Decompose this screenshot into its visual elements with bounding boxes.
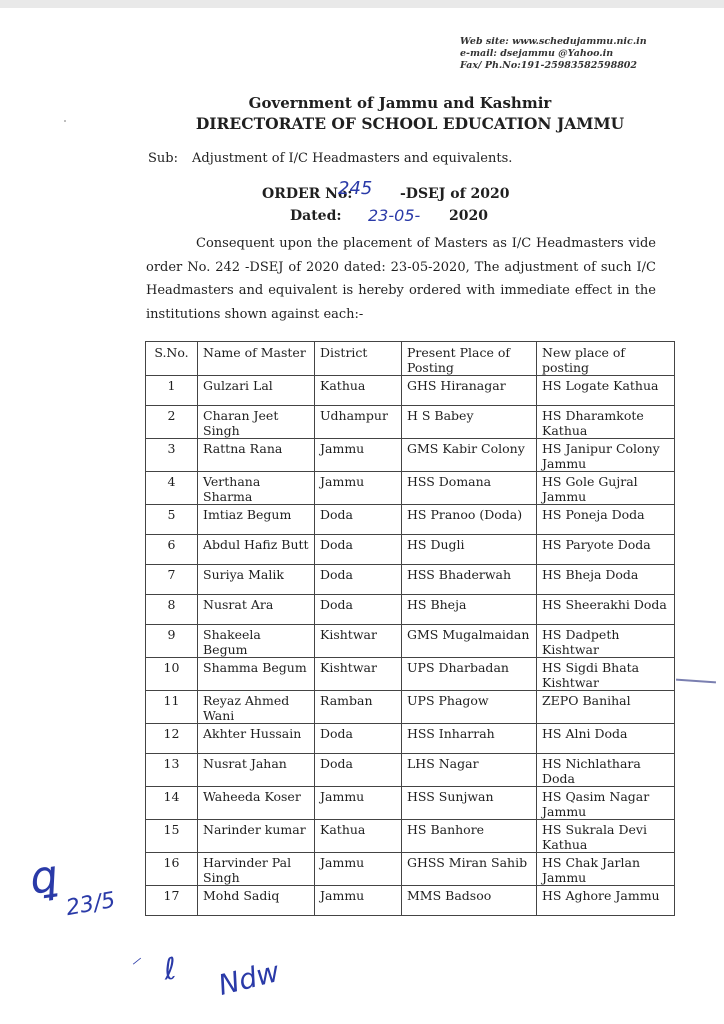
- cell-district: Jammu: [315, 853, 402, 886]
- cell-district: Doda: [315, 724, 402, 754]
- cell-name: Suriya Malik: [198, 565, 315, 595]
- order-body-paragraph: Consequent upon the placement of Masters as I/C Headmasters vide order No. 242 -DSEJ of 2020 dated: 23-05-2020, The adjustment of such I/C Headmasters and equivalent is hereby ordered with immediate effect in the institutions shown against each:-: [146, 236, 656, 322]
- cell-present-place: HSS Domana: [402, 472, 537, 505]
- cell-district: Doda: [315, 754, 402, 787]
- cell-present-place: LHS Nagar: [402, 754, 537, 787]
- cell-name: Harvinder Pal Singh: [198, 853, 315, 886]
- signature-date-mark: 23/5: [64, 887, 118, 922]
- cell-new-place: HS Nichlathara Doda: [537, 754, 675, 787]
- cell-present-place: HSS Bhaderwah: [402, 565, 537, 595]
- table-row: [146, 853, 675, 886]
- cell-present-place: HSS Inharrah: [402, 724, 537, 754]
- order-date-row: [262, 205, 488, 227]
- cell-new-place: HS Bheja Doda: [537, 565, 675, 595]
- table-row: [146, 406, 675, 439]
- cell-district: Kishtwar: [315, 625, 402, 658]
- cell-present-place: HS Bheja: [402, 595, 537, 625]
- cell-sno: 6: [146, 535, 198, 565]
- table-row: [146, 595, 675, 625]
- cell-new-place: HS Sheerakhi Doda: [537, 595, 675, 625]
- header-district: District: [315, 342, 402, 376]
- cell-new-place: HS Qasim Nagar Jammu: [537, 787, 675, 820]
- order-date-handwritten: 23-05-: [368, 206, 421, 225]
- cell-sno: 3: [146, 439, 198, 472]
- cell-name: Gulzari Lal: [198, 376, 315, 406]
- cell-district: Doda: [315, 565, 402, 595]
- cell-sno: 7: [146, 565, 198, 595]
- cell-district: Kathua: [315, 376, 402, 406]
- cell-present-place: GMS Mugalmaidan: [402, 625, 537, 658]
- cell-name: Akhter Hussain: [198, 724, 315, 754]
- cell-sno: 5: [146, 505, 198, 535]
- cell-name: Charan Jeet Singh: [198, 406, 315, 439]
- government-title: Government of Jammu and Kashmir: [248, 94, 552, 112]
- cell-sno: 12: [146, 724, 198, 754]
- cell-new-place: HS Alni Doda: [537, 724, 675, 754]
- table-row: [146, 472, 675, 505]
- table-row: [146, 886, 675, 916]
- cell-present-place: MMS Badsoo: [402, 886, 537, 916]
- cell-new-place: ZEPO Banihal: [537, 691, 675, 724]
- cell-sno: 11: [146, 691, 198, 724]
- cell-name: Shakeela Begum: [198, 625, 315, 658]
- cell-new-place: HS Dadpeth Kishtwar: [537, 625, 675, 658]
- cell-name: Abdul Hafiz Butt: [198, 535, 315, 565]
- cell-district: Ramban: [315, 691, 402, 724]
- cell-name: Imtiaz Begum: [198, 505, 315, 535]
- posting-table: [145, 341, 675, 916]
- signature-initial-a: ℓ: [162, 951, 179, 988]
- order-number-row: [262, 178, 510, 205]
- cell-sno: 9: [146, 625, 198, 658]
- subject-line: [148, 151, 512, 166]
- cell-new-place: HS Paryote Doda: [537, 535, 675, 565]
- cell-district: Doda: [315, 595, 402, 625]
- table-body: [146, 376, 675, 916]
- order-block: [262, 178, 510, 227]
- cell-new-place: HS Logate Kathua: [537, 376, 675, 406]
- fax-line: Fax/ Ph.No:191-25983582598802: [460, 60, 638, 71]
- cell-sno: 15: [146, 820, 198, 853]
- subject-label: Sub:: [148, 151, 178, 166]
- table-row: [146, 535, 675, 565]
- cell-present-place: GHSS Miran Sahib: [402, 853, 537, 886]
- cell-district: Jammu: [315, 439, 402, 472]
- pen-stroke: [676, 679, 716, 684]
- cell-district: Jammu: [315, 472, 402, 505]
- order-date-label: Dated:: [290, 208, 342, 224]
- cell-new-place: HS Dharamkote Kathua: [537, 406, 675, 439]
- cell-present-place: HS Dugli: [402, 535, 537, 565]
- cell-name: Waheeda Koser: [198, 787, 315, 820]
- order-date-suffix: 2020: [449, 208, 488, 224]
- cell-new-place: HS Janipur Colony Jammu: [537, 439, 675, 472]
- cell-present-place: HS Banhore: [402, 820, 537, 853]
- cell-sno: 1: [146, 376, 198, 406]
- table-header-row: [146, 342, 675, 376]
- website-line: Web site: www.schedujammu.nic.in: [460, 36, 647, 47]
- header-new-place: New place of posting: [537, 342, 675, 376]
- signature-mark-large: ꝗ: [26, 850, 62, 905]
- table-row: [146, 565, 675, 595]
- cell-present-place: UPS Dharbadan: [402, 658, 537, 691]
- table-row: [146, 439, 675, 472]
- cell-present-place: HSS Sunjwan: [402, 787, 537, 820]
- cell-name: Nusrat Jahan: [198, 754, 315, 787]
- cell-new-place: HS Poneja Doda: [537, 505, 675, 535]
- table-row: [146, 658, 675, 691]
- cell-name: Verthana Sharma: [198, 472, 315, 505]
- email-line: e-mail: dsejammu @Yahoo.in: [460, 48, 614, 59]
- cell-sno: 2: [146, 406, 198, 439]
- cell-sno: 14: [146, 787, 198, 820]
- cell-sno: 8: [146, 595, 198, 625]
- cell-name: Mohd Sadiq: [198, 886, 315, 916]
- table-row: [146, 820, 675, 853]
- subject-text: Adjustment of I/C Headmasters and equivalents.: [192, 151, 513, 166]
- table-row: [146, 724, 675, 754]
- table-row: [146, 787, 675, 820]
- table-row: [146, 691, 675, 724]
- cell-new-place: HS Chak Jarlan Jammu: [537, 853, 675, 886]
- cell-new-place: HS Sukrala Devi Kathua: [537, 820, 675, 853]
- table-row: [146, 505, 675, 535]
- cell-sno: 4: [146, 472, 198, 505]
- order-number-handwritten: 245: [338, 178, 373, 199]
- header-present-place: Present Place of Posting: [402, 342, 537, 376]
- cell-name: Narinder kumar: [198, 820, 315, 853]
- signature-tick: ⸝: [132, 947, 141, 968]
- cell-sno: 17: [146, 886, 198, 916]
- cell-district: Doda: [315, 535, 402, 565]
- header-name: Name of Master: [198, 342, 315, 376]
- cell-district: Doda: [315, 505, 402, 535]
- cell-new-place: HS Gole Gujral Jammu: [537, 472, 675, 505]
- cell-sno: 10: [146, 658, 198, 691]
- cell-present-place: H S Babey: [402, 406, 537, 439]
- cell-name: Shamma Begum: [198, 658, 315, 691]
- order-number-label: ORDER No:: [262, 186, 353, 202]
- cell-district: Kathua: [315, 820, 402, 853]
- cell-new-place: HS Sigdi Bhata Kishtwar: [537, 658, 675, 691]
- cell-district: Kishtwar: [315, 658, 402, 691]
- cell-present-place: GHS Hiranagar: [402, 376, 537, 406]
- signature-initial-b: Ndw: [214, 955, 283, 1002]
- table-row: [146, 625, 675, 658]
- table-row: [146, 754, 675, 787]
- cell-present-place: UPS Phagow: [402, 691, 537, 724]
- page-top-edge: [0, 0, 724, 8]
- cell-sno: 13: [146, 754, 198, 787]
- cell-present-place: HS Pranoo (Doda): [402, 505, 537, 535]
- header-sno: S.No.: [146, 342, 198, 376]
- cell-new-place: HS Aghore Jammu: [537, 886, 675, 916]
- cell-district: Jammu: [315, 886, 402, 916]
- cell-name: Nusrat Ara: [198, 595, 315, 625]
- cell-district: Udhampur: [315, 406, 402, 439]
- cell-sno: 16: [146, 853, 198, 886]
- cell-district: Jammu: [315, 787, 402, 820]
- order-number-suffix: -DSEJ of 2020: [400, 186, 510, 202]
- directorate-title: DIRECTORATE OF SCHOOL EDUCATION JAMMU: [195, 114, 625, 133]
- cell-name: Reyaz Ahmed Wani: [198, 691, 315, 724]
- table-row: [146, 376, 675, 406]
- cell-name: Rattna Rana: [198, 439, 315, 472]
- cell-present-place: GMS Kabir Colony: [402, 439, 537, 472]
- contact-block: [460, 36, 660, 72]
